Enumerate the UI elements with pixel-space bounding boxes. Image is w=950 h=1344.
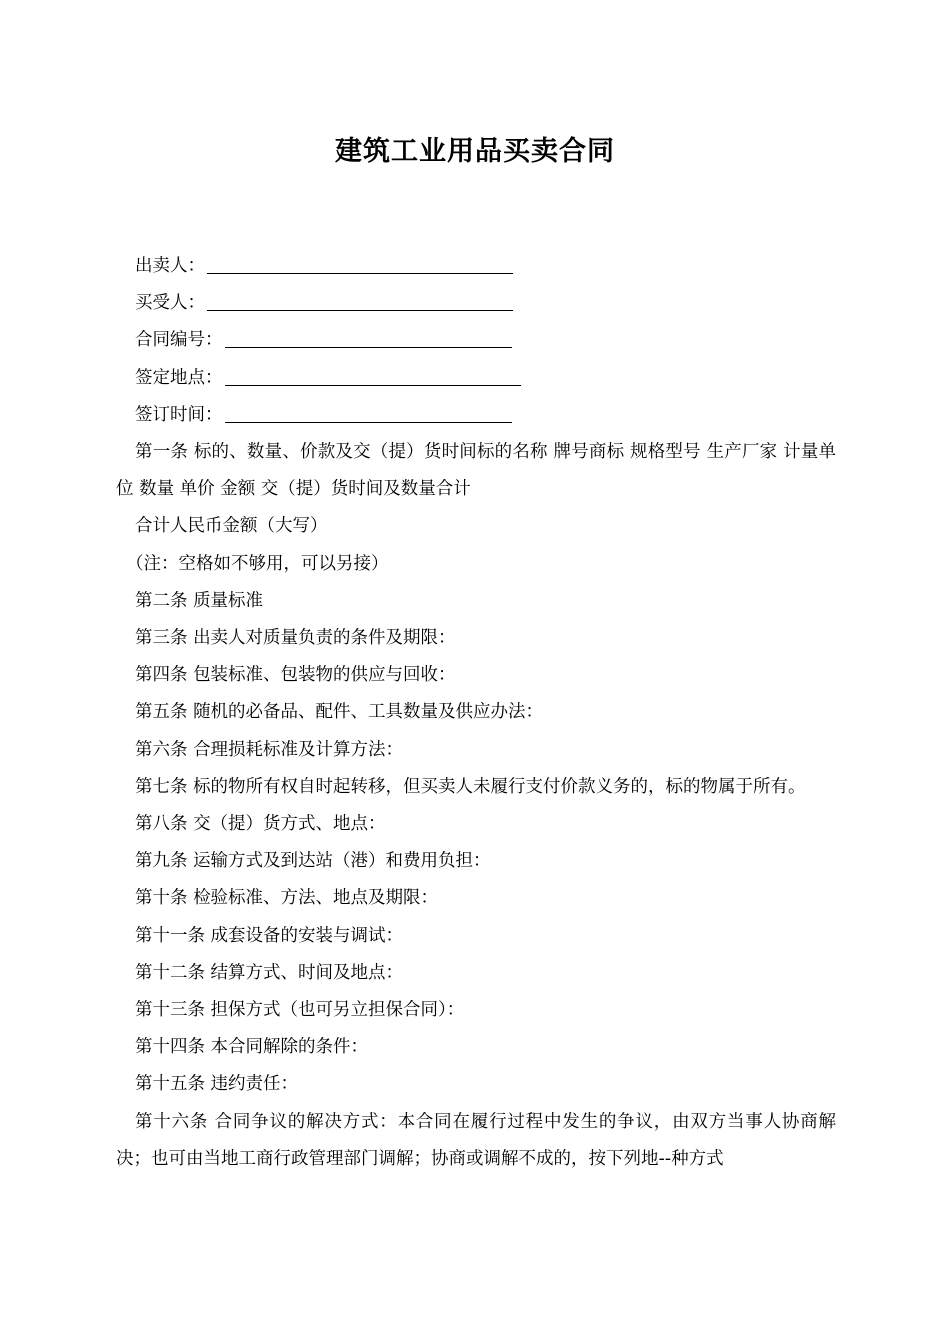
clause-total-amount: 合计人民币金额（大写）: [135, 516, 328, 537]
field-signing-place: [116, 360, 836, 397]
clause-9: 第九条 运输方式及到达站（港）和费用负担：: [135, 851, 491, 872]
clause-8: 第八条 交（提）货方式、地点：: [135, 813, 386, 834]
clause-12: 第十二条 结算方式、时间及地点：: [135, 962, 404, 983]
field-signing-time: [116, 397, 836, 434]
clause-13: 第十三条 担保方式（也可另立担保合同）：: [135, 999, 465, 1020]
clause-10: 第十条 检验标准、方法、地点及期限：: [135, 888, 439, 909]
clause-7: 第七条 标的物所有权自时起转移，但买卖人未履行支付价款义务的，标的物属于所有。: [135, 776, 806, 797]
fill-in-blank: [225, 402, 512, 423]
field-contract-number: [116, 322, 836, 359]
clause-11: 第十一条 成套设备的安装与调试：: [135, 925, 404, 946]
clause-4: 第四条 包装标准、包装物的供应与回收：: [135, 665, 456, 686]
field-label: 签定地点：: [135, 367, 223, 388]
field-buyer: [116, 285, 836, 322]
field-seller: [116, 248, 836, 285]
clause-2: 第二条 质量标准: [135, 590, 264, 611]
clause-note: （注：空格如不够用，可以另接）: [126, 553, 389, 574]
clause-1: 第一条 标的、数量、价款及交（提）货时间标的名称 牌号商标 规格型号 生产厂家 计量单位 数量 单价 金额 交（提）货时间及数量合计: [116, 441, 836, 500]
clause-14: 第十四条 本合同解除的条件：: [135, 1037, 369, 1058]
clause-16: 第十六条 合同争议的解决方式：本合同在履行过程中发生的争议，由双方当事人协商解决；也可由当地工商行政管理部门调解；协商或调解不成的，按下列地--种方式: [116, 1111, 836, 1169]
clause-15: 第十五条 违约责任：: [135, 1074, 299, 1095]
field-label: 出卖人：: [135, 256, 205, 276]
fill-in-blank: [225, 365, 521, 386]
field-label: 买受人：: [135, 293, 205, 314]
fill-in-blank: [225, 327, 512, 348]
clause-6: 第六条 合理损耗标准及计算方法：: [135, 739, 404, 760]
clause-5: 第五条 随机的必备品、配件、工具数量及供应办法：: [135, 702, 544, 723]
document-body: [116, 248, 836, 1178]
fill-in-blank: [207, 290, 513, 311]
fill-in-blank: [207, 253, 513, 274]
field-label: 签订时间：: [135, 404, 223, 425]
field-label: 合同编号：: [135, 330, 223, 351]
clause-3: 第三条 出卖人对质量负责的条件及期限：: [135, 627, 456, 648]
document-title: 建筑工业用品买卖合同: [335, 136, 615, 167]
